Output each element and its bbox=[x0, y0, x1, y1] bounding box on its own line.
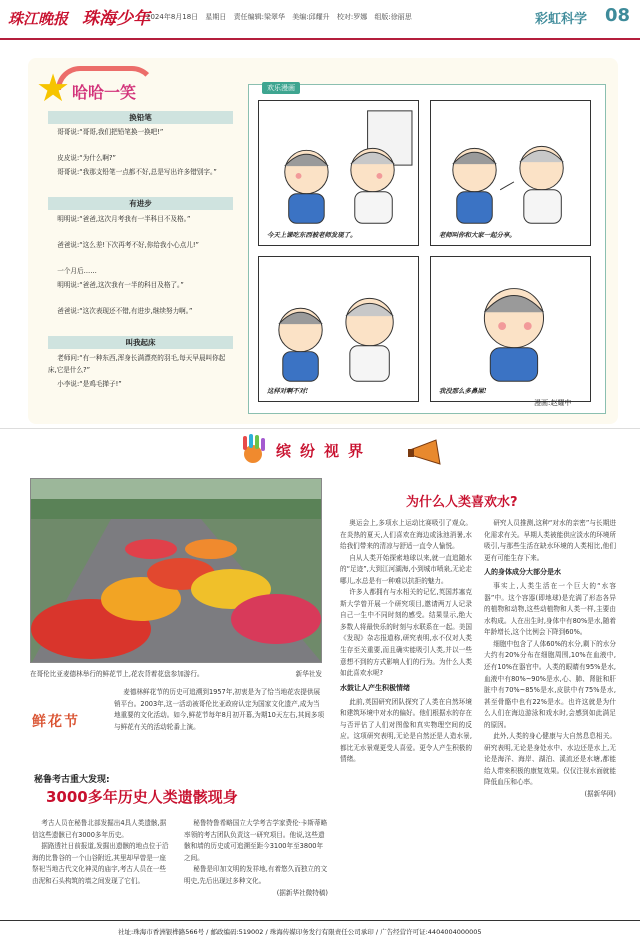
megaphone-icon bbox=[406, 438, 446, 466]
joke-heading: 换铅笔 bbox=[48, 111, 233, 124]
ancient-source: (据新华社微特稿) bbox=[276, 888, 328, 897]
footer-text: 社址:珠海市香洲银桦路566号 / 邮政编码:519002 / 珠海传媒印务发行有限责任公司承印 / 广告经营许可证:4404004000005 bbox=[118, 928, 482, 936]
cartoon-caption: 这样对啊不对! bbox=[267, 387, 309, 395]
joke-heading: 有进步 bbox=[48, 197, 233, 210]
water-paragraph: 研究人员推测,这种“对水的亲密”与长期进化需求有关。早期人类被能供应淡水的环境所吸引,与那些生活在缺水环境的人类相比,他们更有可能生存下来。 bbox=[484, 519, 616, 562]
flower-title: 鲜花节 bbox=[32, 714, 80, 730]
cartoon-tag: 欢乐漫画 bbox=[262, 82, 300, 94]
joke-line: 皮皮说:“为什么啊?” bbox=[57, 154, 116, 162]
ancient-paragraph: 考古人员在秘鲁北部发掘出4具人类遗骸,据信这些遗骸已有3000多年历史。 bbox=[32, 819, 167, 839]
page-header bbox=[0, 0, 640, 40]
newspaper-logo: 珠江晚报 bbox=[8, 10, 69, 28]
joke-heading: 叫我起床 bbox=[48, 336, 233, 349]
header-meta bbox=[146, 12, 417, 22]
joke-line: 哥哥说:“我那支铅笔一点都不好,总是写出许多错别字。” bbox=[57, 168, 217, 176]
cartoon-panel-2 bbox=[430, 100, 591, 246]
issue-weekday: 星期日 bbox=[205, 13, 227, 21]
page-footer bbox=[0, 920, 640, 945]
cartoon-panel-4 bbox=[430, 256, 591, 402]
cartoon-caption: 老师叫你和大家一起分享。 bbox=[439, 231, 516, 239]
water-paragraph: 自从人类开始探索地球以来,就一直追随水的“足迹”,大到江河湖海,小到城市喷泉,无论走哪儿,水总是有一种难以抗拒的魅力。 bbox=[340, 553, 472, 585]
supplement-logo: 珠海少年 bbox=[82, 9, 150, 29]
section-name: 彩虹科学 bbox=[535, 12, 588, 27]
vision-header bbox=[236, 430, 456, 472]
cartoon-panel-1 bbox=[258, 100, 419, 246]
water-headline: 为什么人类喜欢水? bbox=[406, 495, 518, 510]
cartoon-drawing bbox=[431, 101, 590, 245]
flower-festival-photo bbox=[30, 478, 322, 663]
photo-source: 新华社发 bbox=[295, 670, 322, 678]
cartoon-caption: 今天上课吃东西被老师发现了。 bbox=[267, 231, 357, 239]
water-col-2 bbox=[484, 518, 616, 801]
jokes-header bbox=[36, 66, 236, 110]
footer-address: 社址:珠海市香洲银桦路566号 bbox=[118, 928, 205, 936]
handprint-icon bbox=[236, 434, 270, 468]
star-icon: ★ bbox=[36, 66, 71, 110]
joke-line: 哥哥说:“哥哥,我们把铅笔换一换吧!” bbox=[57, 128, 164, 136]
proof-credit: 校对:罗娜 bbox=[336, 13, 368, 21]
joke-line: 老师问:“有一种东西,浑身长满漂亮的羽毛,每天早晨叫你起床,它是什么?” bbox=[48, 354, 226, 374]
issue-date: 2024年8月18日 bbox=[146, 13, 199, 21]
ancient-kicker: 秘鲁考古重大发现: bbox=[34, 775, 110, 785]
water-paragraph: 此外,人类的身心健康与大自然息息相关。研究表明,无论是身处水中、水边还是水上,无论是海洋、海岸、湖泊、溪流还是水塘,都能给人带来积极的康复效果。仅仅注视水面就能降低血压和心率。 bbox=[484, 732, 616, 787]
joke-line: 爸爸说:“这么差!下次再考不好,你给我小心点儿!” bbox=[57, 241, 199, 249]
ancient-paragraph: 秘鲁是印加文明的发祥地,有着悠久而独立的文明史,先后出现过多种文化。 bbox=[184, 865, 328, 885]
joke-line: 明明说:“爸爸,这次我有一半的科目及格了。” bbox=[57, 281, 184, 289]
footer-printer: 珠海传媒印务发行有限责任公司承印 bbox=[269, 928, 374, 936]
ancient-col-1 bbox=[32, 818, 172, 888]
photo-illustration bbox=[31, 479, 322, 663]
jokes-title: 哈哈一笑 bbox=[72, 83, 137, 102]
vision-title: 缤纷视界 bbox=[276, 442, 373, 460]
ancient-col-2 bbox=[184, 818, 328, 899]
editor-credit: 责任编辑:梁翠华 bbox=[233, 13, 286, 21]
cartoon-drawing bbox=[259, 257, 418, 401]
photo-caption: 在哥伦比亚麦德林举行的鲜花节上,花农背着花盘参加游行。 bbox=[30, 670, 204, 678]
section-divider bbox=[0, 428, 640, 429]
ancient-paragraph: 据路透社日前报道,发掘出遗骸的地点位于沿海的比鲁谷的一个山谷附近,其里却早曾是一座祭祀当地古代文化神灵的庙宇,考古人员在一些由泥和石头构筑的墙之间发现了它们。 bbox=[32, 842, 169, 885]
cartoon-caption: 我没那么多鼻屎! bbox=[439, 387, 487, 395]
ancient-headline: 3000多年历史人类遗骸现身 bbox=[46, 788, 238, 806]
ancient-paragraph: 秘鲁特鲁希略国立大学考古学家费伦·卡斯蒂略率领的考古团队负责这一研究项目。他说,这些遗骸和墙的历史或可追溯至距今3100年至3800年之间。 bbox=[184, 819, 328, 862]
water-paragraph: 许多人都拥有与水相关的记忆,英国苏塞克斯大学曾开展一个研究项目,邀请两万人记录自己一生中不同时刻的感受。结果显示,绝大多数人将最快乐的时刻与水联系在一起。美国《发现》杂志报道称,研究表明,水不仅对人类生存至关重要,而且确实能吸引人类,并以一些意想不到的方式影响人们的行为。为什么人类如此喜欢水呢? bbox=[340, 588, 472, 678]
footer-postcode: 邮政编码:519002 bbox=[210, 928, 264, 936]
water-paragraph: 事实上,人类生活在一个巨大的“水容器”中。这个容器(即地球)是充满了形态各异的植物和动物,这些动植物和人类一样,主要由水构成。人在出生时,身体中有80%是水,随着年龄增长,这个比例会下降到60%。 bbox=[484, 582, 616, 637]
joke-line: 明明说:“爸爸,这次月考我有一半科目不及格。” bbox=[57, 215, 191, 223]
joke-line: 小李说:“是鸡毛掸子!” bbox=[57, 380, 122, 388]
water-paragraph: 奥运会上,多项水上运动比赛吸引了观众。在炎热的夏天,人们喜欢在海边或泳池消暑,水给我们带来的清凉与舒适一直令人愉悦。 bbox=[340, 519, 472, 551]
page-number: 08 bbox=[605, 5, 631, 26]
water-subheading: 人的身体成分大部分是水 bbox=[484, 568, 561, 577]
cartoon-drawing bbox=[259, 101, 418, 245]
flower-text: 麦德林鲜花节的历史可追溯到1957年,初衷是为了恰当地花农提供展销平台。2003年,这一活动被哥伦比亚政府认定为国家文化遗产,成为当地重要的文化活动。如今,鲜花节每年8月初开幕,为期10天左右,其间多项与鲜花有关的活动轮番上演。 bbox=[114, 688, 325, 731]
footer-ad-license: 广告经营许可证:4404004000005 bbox=[380, 928, 482, 936]
water-subheading: 水鼓让人产生积极情绪 bbox=[340, 683, 410, 692]
water-paragraph: 细胞中包含了人体60%的水分,剩下的水分大约有20%分布在细胞周围,10%在血液中,还有10%在器官中。人类的眼睛有95%是水,血液中有80%~90%是水,心、肺、肾脏和肝脏中有70%~85%是水,皮肤中有75%是水,甚至骨骼中也有22%是水。也许这就是为什么人们在海边游泳和戏水时,会感到如此满足的原因。 bbox=[484, 639, 616, 729]
water-paragraph: 此前,英国研究团队探究了人类在自然环境和建筑环境中对水的偏好。他们根据水的存在与否评估了人们对图像和真实物理空间的反应。这项研究表明,无论是自然还是人造水景,都比无水景观更受人喜爱。更令人产生积极的情绪。 bbox=[340, 697, 472, 764]
cartoon-credit: 漫画:赵耀中 bbox=[534, 399, 572, 407]
water-source: (据新华网) bbox=[584, 790, 616, 799]
layout-credit: 组版:徐丽思 bbox=[374, 13, 412, 21]
joke-line: 一个月后…… bbox=[57, 267, 97, 275]
cartoon-panel-3 bbox=[258, 256, 419, 402]
design-credit: 美编:邱耀升 bbox=[292, 13, 330, 21]
water-col-1 bbox=[340, 518, 472, 766]
joke-line: 爸爸说:“这次表现还不错,有进步,继续努力啊。” bbox=[57, 307, 193, 315]
photo-caption-row bbox=[30, 668, 322, 678]
cartoon-drawing bbox=[431, 257, 590, 401]
